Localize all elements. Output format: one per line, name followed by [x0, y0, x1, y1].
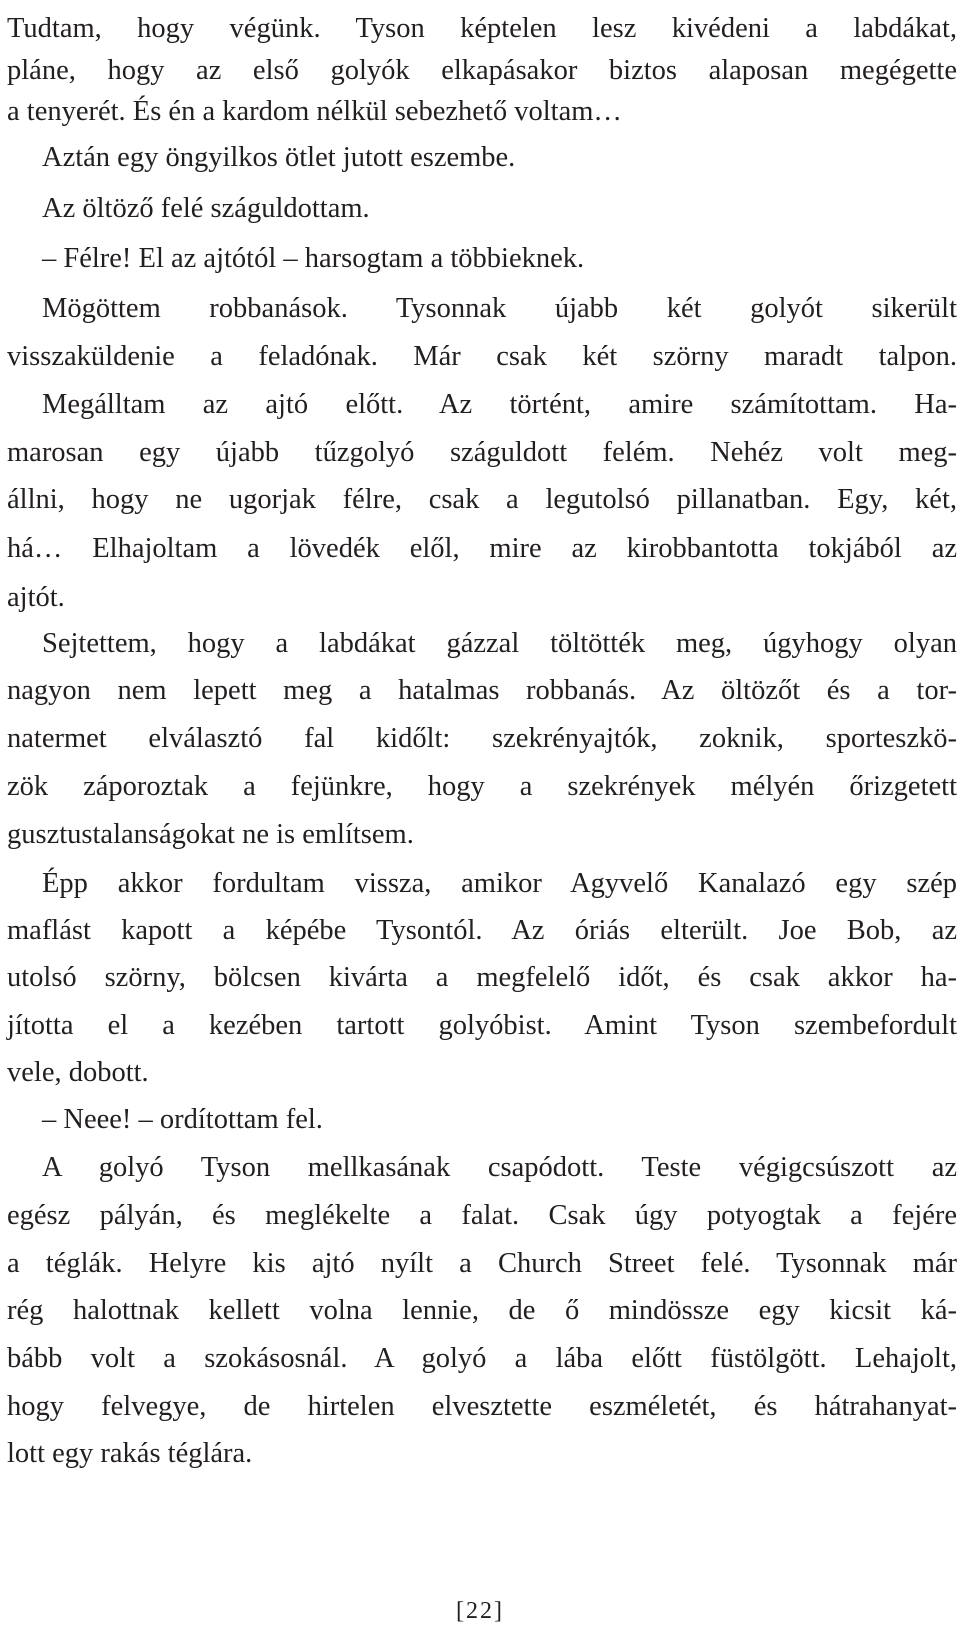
text-line: natermet elválasztó fal kidőlt: szekrényajtók, zoknik, sporteszkö-	[7, 723, 957, 754]
text-line: bább volt a szokásosnál. A golyó a lába előtt füstölgött. Lehajolt,	[7, 1343, 957, 1374]
text-line: nagyon nem lepett meg a hatalmas robbanás. Az öltözőt és a tor-	[7, 675, 957, 706]
text-line: há… Elhajoltam a lövedék elől, mire az kirobbantotta tokjából az	[7, 533, 957, 564]
text-line: a téglák. Helyre kis ajtó nyílt a Church Street felé. Tysonnak már	[7, 1248, 957, 1279]
text-line: marosan egy újabb tűzgolyó száguldott felém. Nehéz volt meg-	[7, 437, 957, 468]
text-line: jította el a kezében tartott golyóbist. Amint Tyson szembefordult	[7, 1010, 957, 1041]
text-line: Sejtettem, hogy a labdákat gázzal töltötték meg, úgyhogy olyan	[42, 628, 957, 659]
text-line: állni, hogy ne ugorjak félre, csak a legutolsó pillanatban. Egy, két,	[7, 484, 957, 515]
text-line: Mögöttem robbanások. Tysonnak újabb két golyót sikerült	[42, 293, 957, 324]
text-line: Aztán egy öngyilkos ötlet jutott eszembe.	[42, 142, 516, 173]
text-line: zök záporoztak a fejünkre, hogy a szekrények mélyén őrizgetett	[7, 771, 957, 802]
text-line: hogy felvegye, de hirtelen elvesztette eszméletét, és hátrahanyat-	[7, 1391, 957, 1422]
text-line: utolsó szörny, bölcsen kivárta a megfelelő időt, és csak akkor ha-	[7, 962, 957, 993]
text-line: visszaküldenie a feladónak. Már csak két szörny maradt talpon.	[7, 341, 957, 372]
text-line: ajtót.	[7, 582, 65, 613]
text-line: Tudtam, hogy végünk. Tyson képtelen lesz kivédeni a labdákat,	[7, 13, 957, 44]
text-line: a tenyerét. És én a kardom nélkül sebezhető voltam…	[7, 96, 622, 127]
text-line: lott egy rakás téglára.	[7, 1438, 253, 1469]
text-line: – Neee! – ordítottam fel.	[42, 1104, 323, 1135]
text-line: – Félre! El az ajtótól – harsogtam a többieknek.	[42, 243, 585, 274]
text-line: vele, dobott.	[7, 1057, 149, 1088]
text-line: pláne, hogy az első golyók elkapásakor biztos alaposan megégette	[7, 55, 957, 86]
text-line: A golyó Tyson mellkasának csapódott. Teste végigcsúszott az	[42, 1152, 957, 1183]
text-line: Az öltöző felé száguldottam.	[42, 193, 370, 224]
text-line: gusztustalanságokat ne is említsem.	[7, 819, 414, 850]
text-line: rég halottnak kellett volna lennie, de ő mindössze egy kicsit ká-	[7, 1295, 957, 1326]
text-line: Megálltam az ajtó előtt. Az történt, amire számítottam. Ha-	[42, 389, 957, 420]
text-line: maflást kapott a képébe Tysontól. Az óriás elterült. Joe Bob, az	[7, 915, 957, 946]
text-line: Épp akkor fordultam vissza, amikor Agyvelő Kanalazó egy szép	[42, 868, 957, 899]
text-line: egész pályán, és meglékelte a falat. Csak úgy potyogtak a fejére	[7, 1200, 957, 1231]
page-number: [22]	[456, 1598, 504, 1624]
